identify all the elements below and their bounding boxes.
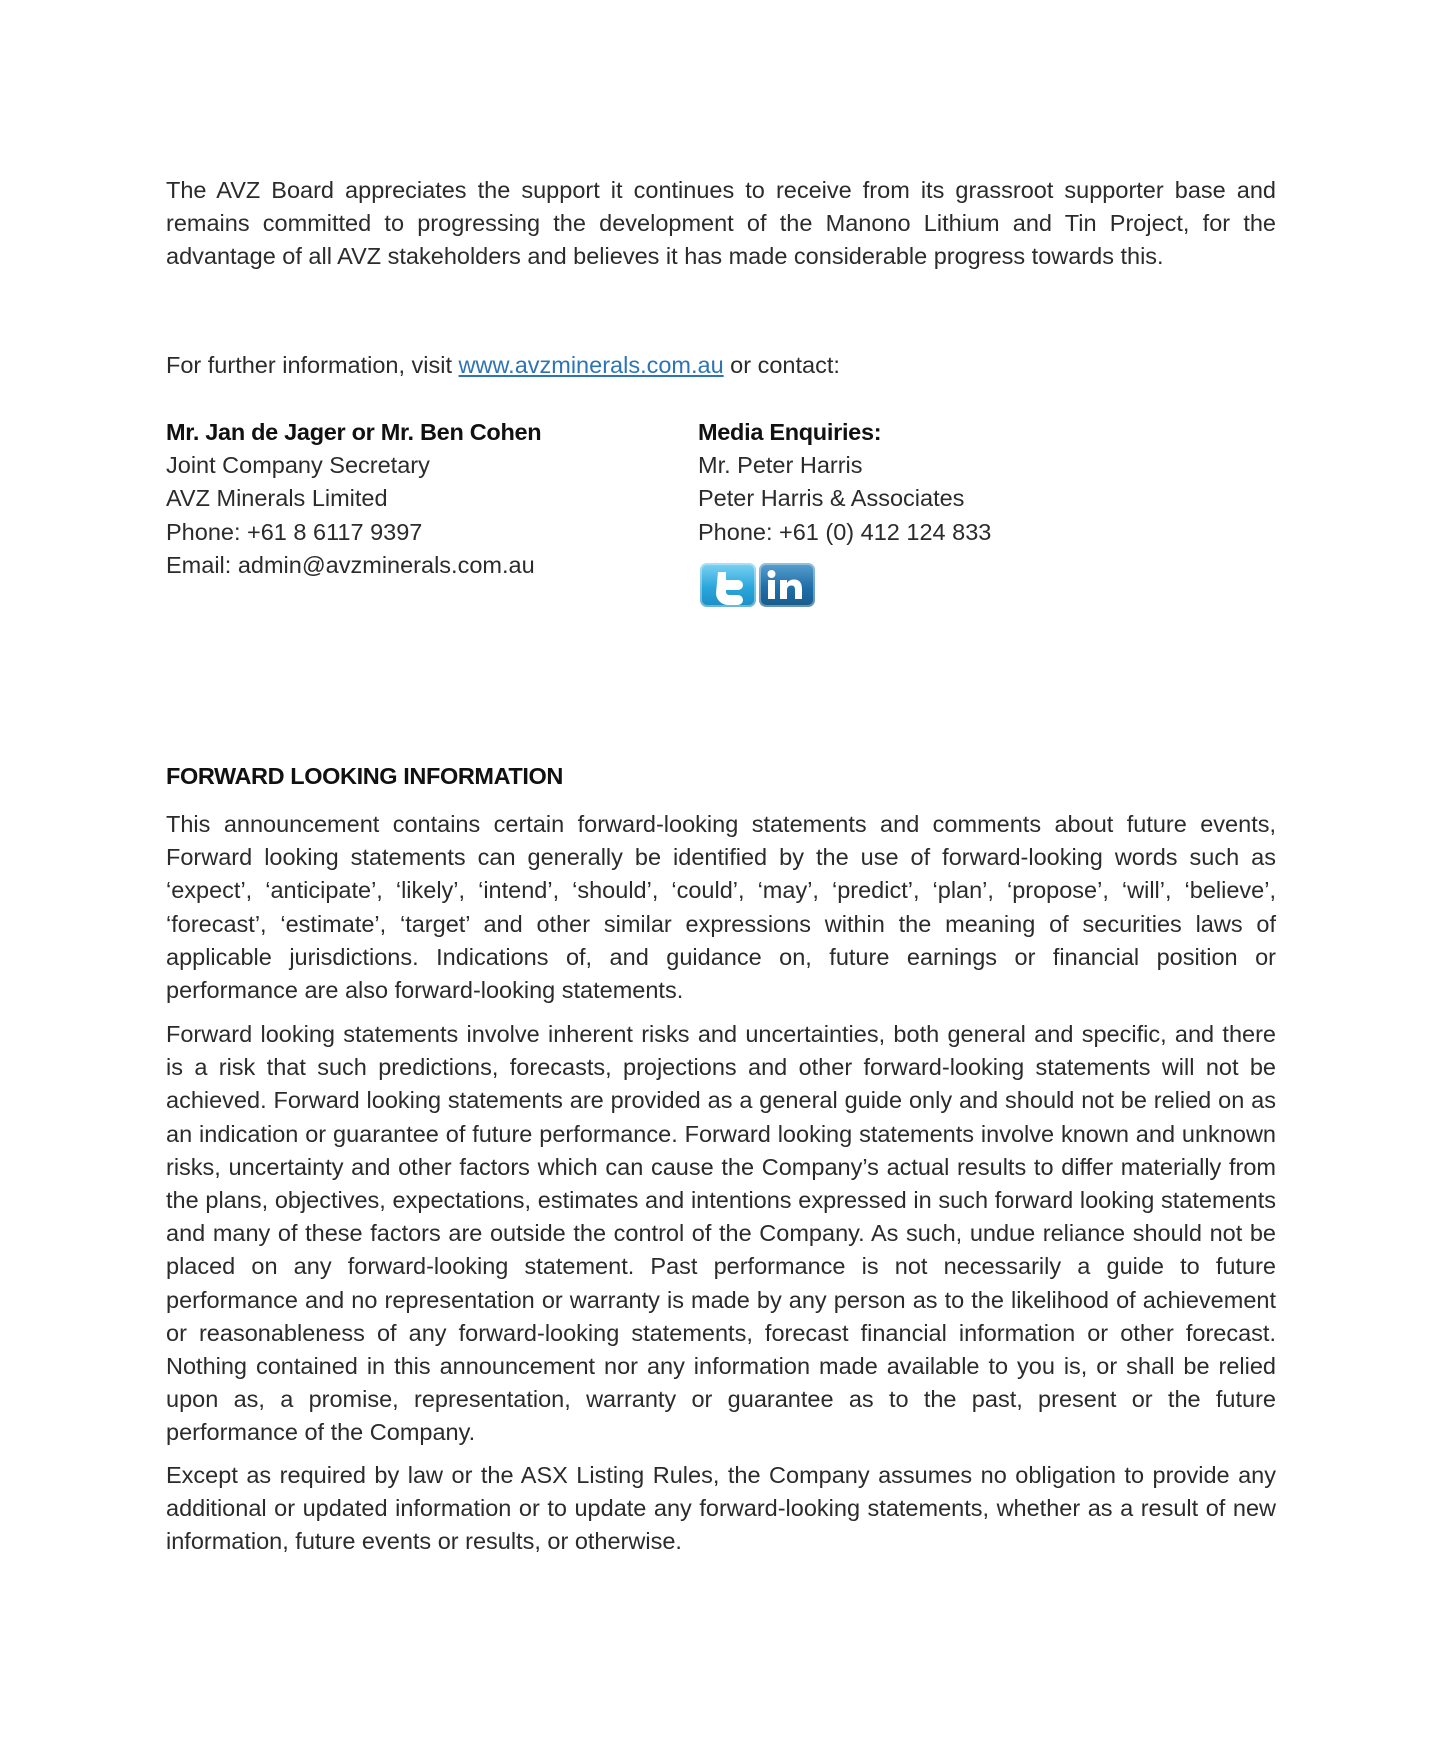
forward-looking-paragraph-2: Forward looking statements involve inherent risks and uncertainties, both general and specific, and there is a risk that such predictions, forecasts, projections and other forward-looking statements will not be achieved. Forward looking statements are provided as a general guide only and should not be relied on as an indication or guarantee of future performance. Forward looking statements involve known and unknown risks, uncertainty and other factors which can cause the Company’s actual results to differ materially from the plans, objectives, expectations, estimates and intentions expressed in such forward looking statements and many of these factors are outside the control of the Company. As such, undue reliance should not be placed on any forward-looking statement. Past performance is not necessarily a guide to future performance and no representation or warranty is made by any person as to the likelihood of achievement or reasonableness of any forward-looking statements, forecast financial information or other forecast. Nothing contained in this announcement nor any information made available to you is, or shall be relied upon as, a promise, representation, warranty or guarantee as to the past, present or the future performance of the Company. [166,1021,1276,1446]
company-contact-phone: Phone: +61 8 6117 9397 [166,518,423,545]
website-link[interactable]: www.avzminerals.com.au [458,352,724,378]
media-contact-name: Mr. Peter Harris [698,452,863,479]
further-prefix: For further information, visit [166,352,459,378]
media-contact-block [698,416,1198,549]
linkedin-icon[interactable] [759,563,815,607]
twitter-icon[interactable] [700,563,756,607]
forward-looking-paragraph-3: Except as required by law or the ASX Listing Rules, the Company assumes no obligation to provide any additional or updated information or to update any forward-looking statements, whether as a result of new information, future events or results, or otherwise. [166,1462,1276,1555]
company-contact-email: Email: admin@avzminerals.com.au [166,551,535,578]
company-contact-heading: Mr. Jan de Jager or Mr. Ben Cohen [166,419,542,445]
forward-looking-heading: FORWARD LOOKING INFORMATION [166,763,563,789]
company-contact-block [166,416,666,582]
intro-paragraph: The AVZ Board appreciates the support it continues to receive from its grassroot supporter base and remains committed to progressing the development of the Manono Lithium and Tin Project, for the advantage of all AVZ stakeholders and believes it has made considerable progress towards this. [166,177,1276,270]
media-contact-phone: Phone: +61 (0) 412 124 833 [698,518,992,545]
further-suffix: or contact: [723,352,840,378]
company-contact-company: AVZ Minerals Limited [166,485,388,512]
social-links [700,563,815,607]
media-contact-company: Peter Harris & Associates [698,485,965,512]
forward-looking-paragraph-1: This announcement contains certain forward-looking statements and comments about future events, Forward looking statements can generally be identified by the use of forward-looking words such as ‘expect’, ‘anticipate’, ‘likely’, ‘intend’, ‘should’, ‘could’, ‘may’, ‘predict’, ‘plan’, ‘propose’, ‘will’, ‘believe’, ‘forecast’, ‘estimate’, ‘target’ and other similar expressions within the meaning of securities laws of applicable jurisdictions. Indications of, and guidance on, future earnings or financial position or performance are also forward-looking statements. [166,811,1276,1004]
further-information-line [166,349,1276,382]
media-contact-heading: Media Enquiries: [698,419,882,445]
company-contact-role: Joint Company Secretary [166,452,430,479]
